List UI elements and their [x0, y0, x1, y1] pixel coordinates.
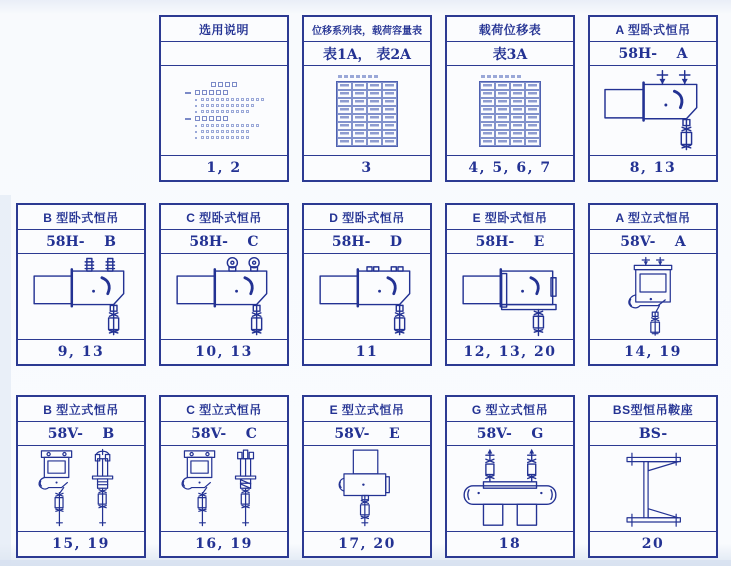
scan-artifact [0, 560, 731, 566]
blur-mark [480, 130, 495, 138]
blur-mark [510, 98, 525, 106]
blur-mark [510, 122, 525, 130]
blur-mark [195, 105, 197, 107]
blur-mark [480, 122, 495, 130]
blur-mark [226, 136, 229, 139]
panel-model: 58H- A [590, 42, 716, 66]
panel-pages: 1, 2 [161, 155, 287, 180]
panel-type-g-vertical [445, 395, 575, 558]
blur-mark [209, 116, 214, 121]
blur-mark [499, 75, 503, 78]
blur-mark [241, 136, 244, 139]
blur-mark [206, 124, 209, 127]
blur-mark [382, 130, 397, 138]
type-b-vertical-hanger-drawing [18, 446, 144, 531]
blur-mark [201, 104, 204, 107]
type-a-horizontal-hanger-drawing [595, 69, 711, 153]
blur-mark [374, 75, 378, 78]
blur-mark [231, 130, 234, 133]
blur-mark [211, 82, 237, 87]
blur-mark [225, 82, 230, 87]
blur-mark [367, 82, 382, 90]
blur-mark [517, 75, 521, 78]
scan-artifact [0, 195, 11, 563]
panel-model: 表3A [447, 42, 573, 66]
panel-type-a-horizontal [588, 15, 718, 182]
blur-mark [201, 130, 204, 133]
blur-mark [236, 136, 239, 139]
blur-mark [226, 130, 229, 133]
blur-mark [479, 81, 541, 147]
panel-pages: 3 [304, 155, 430, 180]
blur-mark [495, 90, 510, 98]
blur-mark [226, 124, 229, 127]
panel-title: BS型恒吊鞍座 [590, 397, 716, 422]
blur-mark [382, 98, 397, 106]
panel-model: 58V- B [18, 422, 144, 446]
blur-mark [337, 114, 352, 122]
blur-mark [211, 104, 214, 107]
blur-mark [367, 114, 382, 122]
blur-mark [480, 82, 495, 90]
blur-mark [236, 104, 239, 107]
blur-mark [480, 98, 495, 106]
blur-mark [336, 81, 398, 147]
blur-mark [202, 90, 207, 95]
blur-mark [525, 106, 540, 114]
blur-mark [185, 116, 228, 121]
blur-mark [195, 98, 264, 101]
blur-mark [337, 90, 352, 98]
blur-mark [480, 138, 495, 146]
blur-mark [221, 124, 224, 127]
blur-mark [256, 98, 259, 101]
panel-type-a-vertical [588, 203, 718, 366]
panel-pages: 12, 13, 20 [447, 339, 573, 364]
blur-mark [236, 110, 239, 113]
blur-mark [221, 130, 224, 133]
blur-mark [206, 98, 209, 101]
blur-mark [368, 75, 372, 78]
blur-mark [382, 122, 397, 130]
blur-mark [246, 110, 249, 113]
blur-mark [201, 136, 204, 139]
panel-type-b-vertical [16, 395, 146, 558]
blur-mark [185, 118, 191, 120]
panel-pages: 8, 13 [590, 155, 716, 180]
blur-mark [382, 82, 397, 90]
blur-mark [344, 75, 348, 78]
panel-model: 58H- B [18, 230, 144, 254]
blur-mark [480, 90, 495, 98]
blur-mark [218, 82, 223, 87]
blur-mark [495, 138, 510, 146]
blur-mark [216, 90, 221, 95]
panel-model [161, 42, 287, 66]
type-a-vertical-hanger-drawing [604, 256, 702, 338]
blur-mark [226, 110, 229, 113]
type-b-horizontal-hanger-drawing [23, 256, 139, 338]
blurred-text-block [185, 82, 264, 139]
blur-mark [185, 90, 228, 95]
blur-mark [216, 130, 219, 133]
blur-mark [236, 124, 239, 127]
blur-mark [246, 98, 249, 101]
blur-mark [352, 138, 367, 146]
panel-pages: 15, 19 [18, 531, 144, 556]
selection-notes-preview [161, 66, 287, 155]
type-c-vertical-hanger-drawing [168, 448, 280, 530]
blur-mark [195, 110, 249, 113]
blur-mark [195, 104, 254, 107]
blur-mark [209, 90, 214, 95]
panel-title: D 型卧式恒吊 [304, 205, 430, 230]
blur-mark [241, 124, 244, 127]
blur-mark [195, 131, 197, 133]
blur-mark [211, 130, 214, 133]
panel-type-e-vertical [302, 395, 432, 558]
blur-mark [206, 110, 209, 113]
type-c-vertical-hanger-drawing [161, 446, 287, 531]
blur-mark [216, 104, 219, 107]
panel-pages: 14, 19 [590, 339, 716, 364]
panel-title: C 型立式恒吊 [161, 397, 287, 422]
blur-mark [211, 82, 216, 87]
panel-bs-saddle [588, 395, 718, 558]
blur-mark [367, 106, 382, 114]
blur-mark [226, 104, 229, 107]
blur-mark [495, 98, 510, 106]
blur-mark [367, 98, 382, 106]
blur-mark [337, 106, 352, 114]
panel-pages: 11 [304, 339, 430, 364]
blur-mark [195, 124, 259, 127]
blur-mark [511, 75, 515, 78]
blur-mark [382, 90, 397, 98]
blur-mark [525, 122, 540, 130]
blur-mark [201, 124, 204, 127]
type-e-horizontal-hanger-drawing [452, 256, 568, 338]
blur-mark [206, 130, 209, 133]
type-d-horizontal-hanger-drawing [304, 254, 430, 339]
type-e-horizontal-hanger-drawing [447, 254, 573, 339]
blur-mark [337, 98, 352, 106]
blur-mark [481, 75, 541, 78]
panel-pages: 18 [447, 531, 573, 556]
panel-title: 选用说明 [161, 17, 287, 42]
panel-model: 58H- D [304, 230, 430, 254]
panel-load-displacement-table [445, 15, 575, 182]
blur-mark [216, 98, 219, 101]
blur-mark [510, 130, 525, 138]
blur-mark [382, 106, 397, 114]
blur-mark [236, 98, 239, 101]
blur-mark [495, 122, 510, 130]
blur-mark [367, 138, 382, 146]
panel-type-d-horizontal [302, 203, 432, 366]
blur-mark [201, 98, 204, 101]
blur-mark [231, 98, 234, 101]
blur-mark [352, 106, 367, 114]
blur-mark [256, 124, 259, 127]
panel-title: A 型卧式恒吊 [590, 17, 716, 42]
panel-pages: 17, 20 [304, 531, 430, 556]
blur-mark [246, 104, 249, 107]
blur-mark [226, 98, 229, 101]
type-a-vertical-hanger-drawing [590, 254, 716, 339]
blur-mark [195, 116, 200, 121]
blur-mark [201, 110, 204, 113]
panel-title: G 型立式恒吊 [447, 397, 573, 422]
blur-mark [221, 98, 224, 101]
blur-mark [221, 136, 224, 139]
blur-mark [480, 106, 495, 114]
blur-mark [525, 82, 540, 90]
type-a-horizontal-hanger-drawing [590, 66, 716, 155]
blur-mark [195, 136, 249, 139]
blur-mark [352, 82, 367, 90]
type-d-horizontal-hanger-drawing [309, 256, 425, 338]
blur-mark [195, 90, 200, 95]
blur-mark [211, 110, 214, 113]
panel-model: 58V- E [304, 422, 430, 446]
blur-mark [231, 110, 234, 113]
blur-mark [221, 110, 224, 113]
blur-mark [367, 130, 382, 138]
panel-title: 载荷位移表 [447, 17, 573, 42]
blur-mark [337, 122, 352, 130]
blur-mark [202, 116, 207, 121]
panel-title: E 型卧式恒吊 [447, 205, 573, 230]
blur-mark [221, 104, 224, 107]
blur-mark [195, 137, 197, 139]
blur-mark [487, 75, 491, 78]
blur-mark [216, 110, 219, 113]
blur-mark [525, 114, 540, 122]
blur-mark [232, 82, 237, 87]
blur-mark [337, 130, 352, 138]
panel-model: 58H- C [161, 230, 287, 254]
blur-mark [251, 104, 254, 107]
type-b-horizontal-hanger-drawing [18, 254, 144, 339]
blurred-table-block [479, 75, 541, 147]
blur-mark [510, 106, 525, 114]
type-c-horizontal-hanger-drawing [166, 256, 282, 338]
panel-title: C 型卧式恒吊 [161, 205, 287, 230]
panel-title: B 型卧式恒吊 [18, 205, 144, 230]
blur-mark [525, 138, 540, 146]
blur-mark [495, 106, 510, 114]
blur-mark [525, 130, 540, 138]
blur-mark [493, 75, 497, 78]
blur-mark [195, 130, 249, 133]
type-g-vertical-hanger-drawing [447, 446, 573, 531]
blur-mark [246, 136, 249, 139]
panel-pages: 20 [590, 531, 716, 556]
type-b-vertical-hanger-drawing [25, 448, 137, 530]
blur-mark [195, 99, 197, 101]
blur-mark [525, 98, 540, 106]
blur-mark [223, 90, 228, 95]
panel-model: 58V- A [590, 230, 716, 254]
type-e-vertical-hanger-drawing [318, 448, 416, 530]
blur-mark [352, 90, 367, 98]
blur-mark [382, 114, 397, 122]
panel-title: 位移系列表，载荷容量表 [304, 17, 430, 42]
blur-mark [251, 124, 254, 127]
blur-mark [481, 75, 485, 78]
panel-title: B 型立式恒吊 [18, 397, 144, 422]
blur-mark [195, 125, 197, 127]
blur-mark [231, 136, 234, 139]
panel-model: 表1A， 表2A [304, 42, 430, 66]
blur-mark [495, 114, 510, 122]
blur-mark [505, 75, 509, 78]
blur-mark [211, 124, 214, 127]
blur-mark [236, 130, 239, 133]
blur-mark [211, 136, 214, 139]
blur-mark [241, 104, 244, 107]
blur-mark [352, 130, 367, 138]
panel-model: 58V- C [161, 422, 287, 446]
panel-model: 58V- G [447, 422, 573, 446]
panel-model: 58H- E [447, 230, 573, 254]
panel-type-b-horizontal [16, 203, 146, 366]
panel-type-c-vertical [159, 395, 289, 558]
blur-mark [510, 114, 525, 122]
panel-pages: 4, 5, 6, 7 [447, 155, 573, 180]
blur-mark [195, 111, 197, 113]
blur-mark [362, 75, 366, 78]
blur-mark [246, 124, 249, 127]
displacement-series-table-preview [304, 66, 430, 155]
blur-mark [510, 90, 525, 98]
blur-mark [352, 114, 367, 122]
panel-pages: 10, 13 [161, 339, 287, 364]
blur-mark [495, 130, 510, 138]
panel-displacement-series-table [302, 15, 432, 182]
blur-mark [206, 136, 209, 139]
blur-mark [338, 75, 342, 78]
blur-mark [352, 98, 367, 106]
blur-mark [241, 98, 244, 101]
blur-mark [337, 82, 352, 90]
blur-mark [382, 138, 397, 146]
blur-mark [480, 114, 495, 122]
blur-mark [337, 138, 352, 146]
blurred-table-block [336, 75, 398, 147]
blur-mark [216, 116, 221, 121]
blur-mark [206, 104, 209, 107]
bs-saddle-drawing [590, 446, 716, 531]
blur-mark [350, 75, 354, 78]
panel-type-e-horizontal [445, 203, 575, 366]
blur-mark [241, 130, 244, 133]
load-displacement-table-preview [447, 66, 573, 155]
panel-pages: 9, 13 [18, 339, 144, 364]
blur-mark [261, 98, 264, 101]
bs-saddle-drawing [606, 449, 700, 529]
blur-mark [525, 90, 540, 98]
panel-title: E 型立式恒吊 [304, 397, 430, 422]
panel-title: A 型立式恒吊 [590, 205, 716, 230]
blur-mark [246, 130, 249, 133]
blur-mark [510, 138, 525, 146]
panel-selection-notes [159, 15, 289, 182]
blur-mark [338, 75, 398, 78]
type-c-horizontal-hanger-drawing [161, 254, 287, 339]
panel-type-c-horizontal [159, 203, 289, 366]
blur-mark [241, 110, 244, 113]
type-e-vertical-hanger-drawing [304, 446, 430, 531]
blur-mark [367, 122, 382, 130]
blur-mark [216, 136, 219, 139]
blur-mark [367, 90, 382, 98]
panel-model: BS- [590, 422, 716, 446]
blur-mark [223, 116, 228, 121]
blur-mark [211, 98, 214, 101]
blur-mark [251, 98, 254, 101]
blur-mark [231, 124, 234, 127]
blur-mark [495, 82, 510, 90]
blur-mark [510, 82, 525, 90]
blur-mark [352, 122, 367, 130]
type-g-vertical-hanger-drawing [450, 448, 570, 530]
blur-mark [356, 75, 360, 78]
blur-mark [231, 104, 234, 107]
panel-pages: 16, 19 [161, 531, 287, 556]
blur-mark [185, 92, 191, 94]
blur-mark [216, 124, 219, 127]
